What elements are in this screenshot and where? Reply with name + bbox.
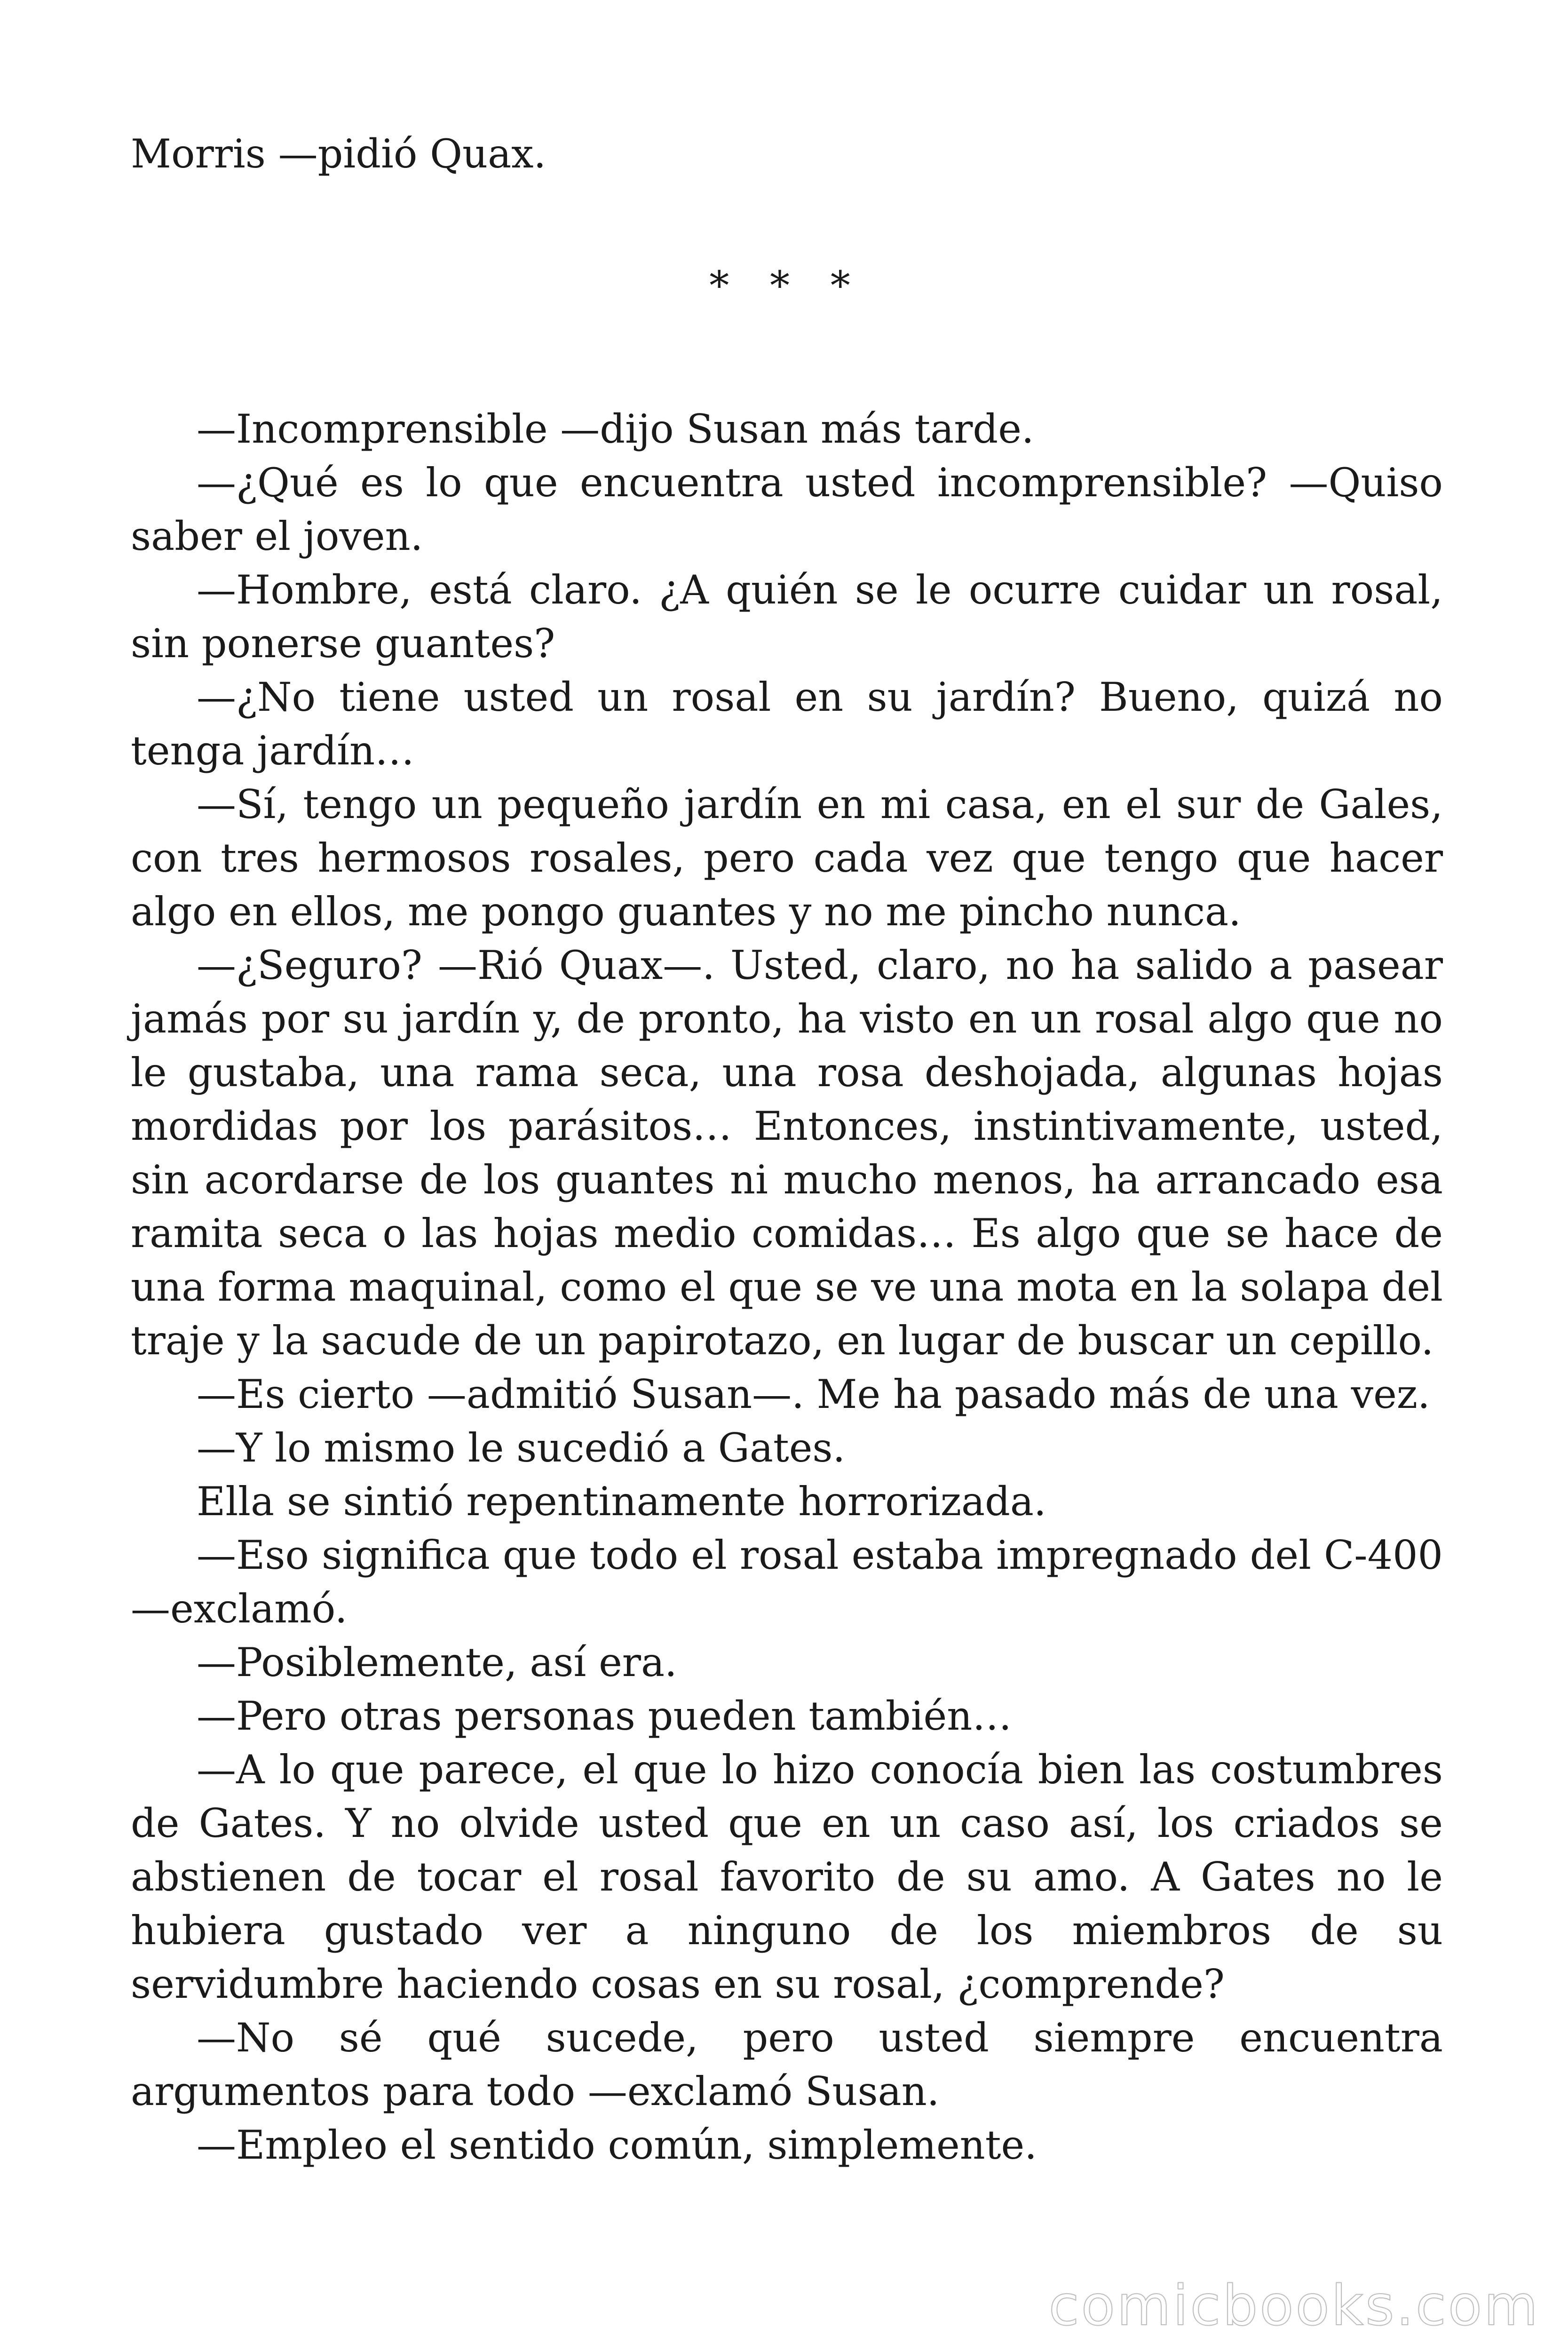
section-separator: * * * [709, 262, 864, 309]
paragraph: —Pero otras personas pueden también… [197, 1693, 1012, 1739]
paragraph: —¿Seguro? —Rió Quax—. Usted, claro, no ha salido a pasear jamás por su jardín y, de pronto, ha visto en un rosal algo que no le gustaba, una rama seca, una rosa deshojada, algunas hojas mordidas por los parásitos… Entonces, instintivamente, usted, sin acordarse de los guantes ni mucho menos, ha arrancado esa ramita seca o las hojas medio comidas… Es algo que se hace de una forma maquinal, como el que se ve una mota en la solapa del traje y la sacude de un papirotazo, en lugar de buscar un cepillo. [131, 942, 1443, 1364]
paragraph: —No sé qué sucede, pero usted siempre encuentra argumentos para todo —exclamó Susan. [131, 2015, 1443, 2114]
paragraph: —Hombre, está claro. ¿A quién se le ocurre cuidar un rosal, sin ponerse guantes? [131, 567, 1443, 667]
book-page [131, 0, 1443, 2352]
watermark-logo: comicbooks.com [1048, 2273, 1540, 2338]
continuation-line: Morris —pidió Quax. [131, 131, 546, 177]
paragraph: —¿Qué es lo que encuentra usted incomprensible? —Quiso saber el joven. [131, 460, 1443, 559]
paragraph: —Empleo el sentido común, simplemente. [197, 2122, 1037, 2168]
paragraph: —Posiblemente, así era. [197, 1639, 677, 1685]
paragraph: —Incomprensible —dijo Susan más tarde. [197, 406, 1034, 452]
paragraph: Ella se sintió repentinamente horrorizada. [197, 1478, 1046, 1525]
paragraph: —Y lo mismo le sucedió a Gates. [197, 1425, 846, 1471]
paragraph: —¿No tiene usted un rosal en su jardín? Bueno, quizá no tenga jardín… [131, 674, 1443, 774]
dialogue-body [131, 402, 1443, 2172]
paragraph: —Es cierto —admitió Susan—. Me ha pasado más de una vez. [197, 1371, 1430, 1417]
paragraph: —Eso significa que todo el rosal estaba impregnado del C-400 —exclamó. [131, 1532, 1443, 1632]
paragraph: —Sí, tengo un pequeño jardín en mi casa, en el sur de Gales, con tres hermosos rosales, pero cada vez que tengo que hacer algo en ellos, me pongo guantes y no me pincho nunca. [131, 781, 1443, 935]
paragraph: —A lo que parece, el que lo hizo conocía bien las costumbres de Gates. Y no olvide usted que en un caso así, los criados se abstienen de tocar el rosal favorito de su amo. A Gates no le hubiera gustado ver a ninguno de los miembros de su servidumbre haciendo cosas en su rosal, ¿comprende? [131, 1747, 1443, 2007]
